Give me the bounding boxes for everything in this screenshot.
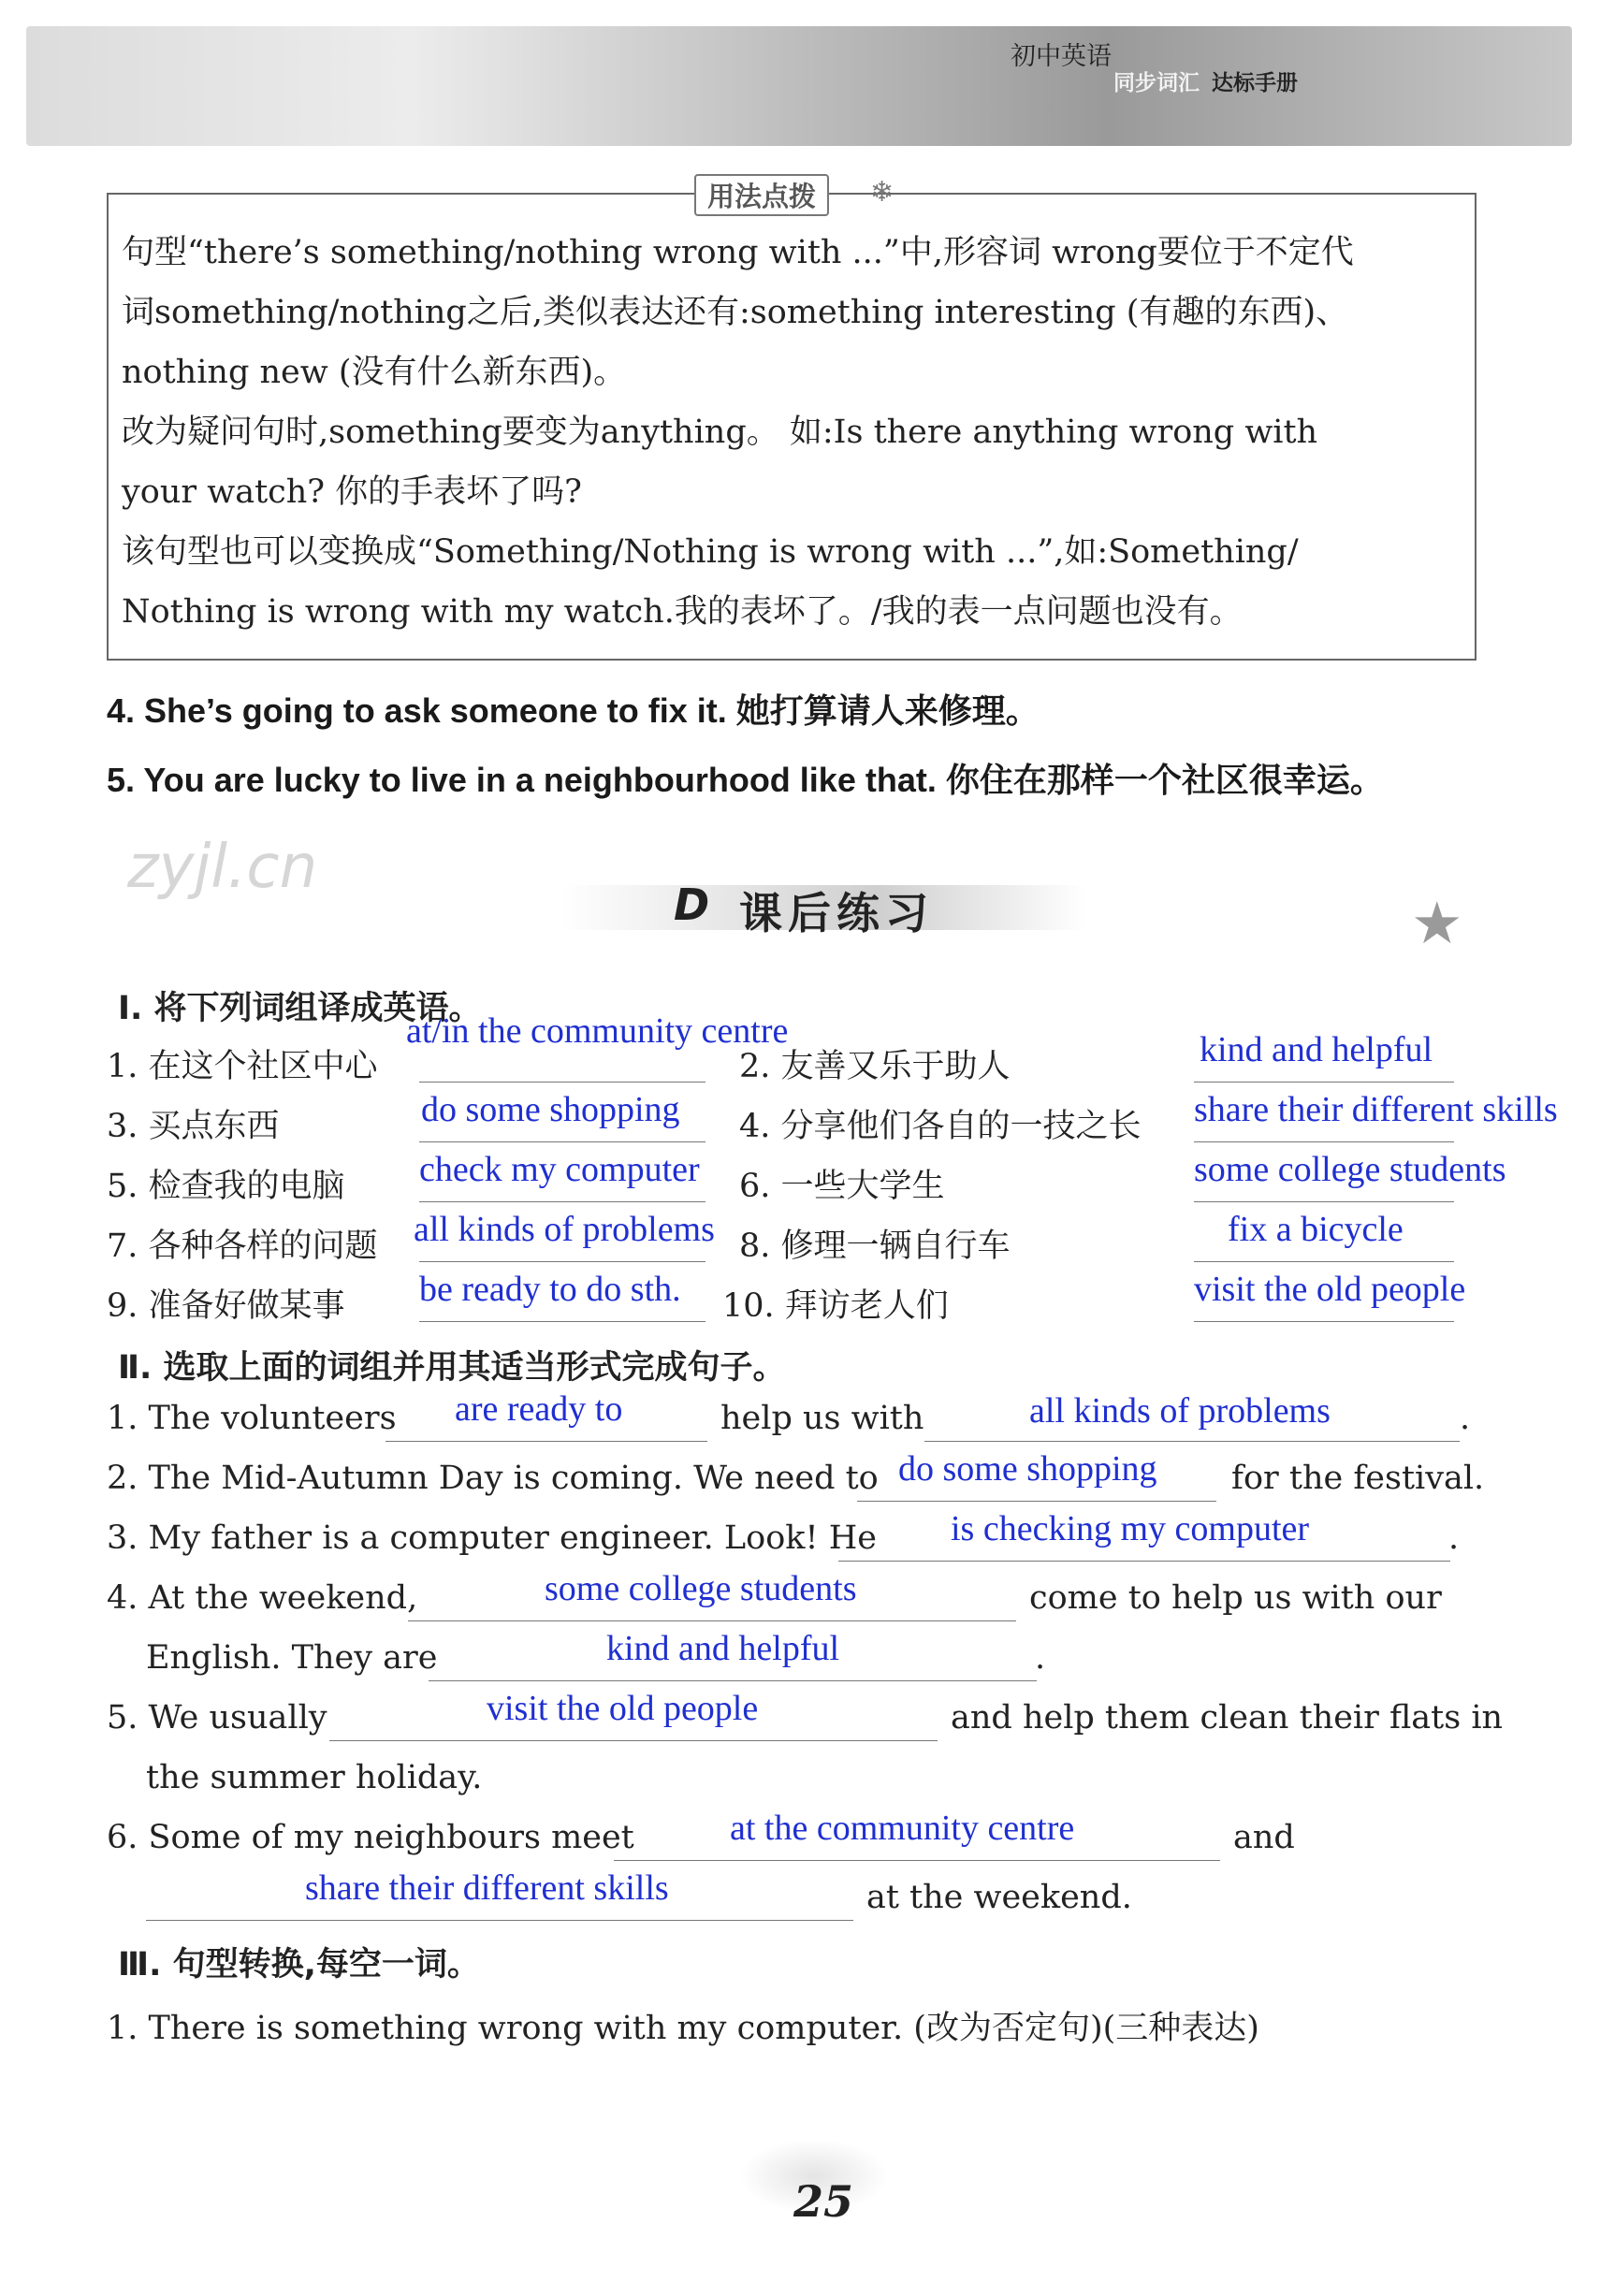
- part2-text: .: [1460, 1400, 1471, 1437]
- answer-blank[interactable]: [1194, 1141, 1454, 1142]
- part2-text: 2. The Mid-Autumn Day is coming. We need to: [107, 1460, 879, 1497]
- answer-blank[interactable]: [408, 1620, 1016, 1621]
- tip-line: 该句型也可以变换成“Something/Nothing is wrong with ...”,如:Something/: [122, 533, 1299, 571]
- answer-blank[interactable]: [419, 1141, 705, 1142]
- part2-text: and help them clean their flats in: [951, 1699, 1504, 1737]
- part2-answer: all kinds of problems: [1029, 1391, 1331, 1431]
- part2-answer: at the community centre: [730, 1809, 1075, 1848]
- part2-text: 6. Some of my neighbours meet: [107, 1819, 634, 1856]
- answer-blank[interactable]: [1194, 1082, 1454, 1083]
- part2-text: English. They are: [146, 1639, 438, 1677]
- part1-question: 8. 修理一辆自行车: [739, 1228, 1011, 1265]
- part2-text: .: [1035, 1639, 1046, 1677]
- part1-answer: some college students: [1194, 1150, 1506, 1189]
- part2-answer: do some shopping: [898, 1449, 1157, 1489]
- part2-text: for the festival.: [1231, 1460, 1485, 1497]
- watermark: zyjl.cn: [127, 833, 318, 902]
- tip-line: your watch? 你的手表坏了吗?: [122, 473, 582, 511]
- part2-answer: some college students: [545, 1569, 857, 1608]
- part2-text: the summer holiday.: [146, 1759, 483, 1796]
- section-title-letter: D: [674, 879, 716, 930]
- part2-text: .: [1448, 1519, 1460, 1557]
- answer-blank[interactable]: [385, 1441, 707, 1442]
- part1-question: 4. 分享他们各自的一技之长: [739, 1108, 1142, 1145]
- part2-answer: is checking my computer: [951, 1509, 1310, 1548]
- part1-answer: check my computer: [419, 1150, 700, 1189]
- key-sentence: 4. She’s going to ask someone to fix it. 她打算请人来修理。: [107, 691, 1040, 730]
- answer-blank[interactable]: [419, 1321, 705, 1322]
- part1-question: 9. 准备好做某事: [107, 1287, 345, 1325]
- star-icon: ★: [1411, 889, 1463, 957]
- tip-line: 改为疑问句时,something要变为anything。 如:Is there anything wrong with: [122, 414, 1318, 451]
- header-banner: [26, 26, 1572, 146]
- tip-line: 句型“there’s something/nothing wrong with ...”中,形容词 wrong要位于不定代: [122, 234, 1354, 271]
- answer-blank[interactable]: [1194, 1201, 1454, 1202]
- part2-text: and: [1233, 1819, 1295, 1856]
- part2-text: 4. At the weekend,: [107, 1579, 418, 1617]
- part1-answer: do some shopping: [421, 1090, 680, 1129]
- tip-line: Nothing is wrong with my watch.我的表坏了。/我的表一点问题也没有。: [122, 593, 1243, 631]
- answer-blank[interactable]: [924, 1441, 1460, 1442]
- part1-question: 1. 在这个社区中心: [107, 1048, 378, 1085]
- tip-line: 词something/nothing之后,类似表达还有:something interesting (有趣的东西)、: [122, 294, 1349, 331]
- part1-answer: share their different skills: [1194, 1090, 1558, 1129]
- part1-answer: at/in the community centre: [406, 1011, 789, 1051]
- answer-blank[interactable]: [329, 1740, 938, 1741]
- answer-blank[interactable]: [1194, 1261, 1454, 1262]
- part1-question: 2. 友善又乐于助人: [739, 1048, 1011, 1085]
- part2-heading: Ⅱ. 选取上面的词组并用其适当形式完成句子。: [118, 1349, 786, 1387]
- part1-answer: visit the old people: [1194, 1270, 1466, 1309]
- answer-blank[interactable]: [857, 1501, 1216, 1502]
- part2-answer: kind and helpful: [606, 1629, 840, 1668]
- part1-question: 10. 拜访老人们: [722, 1287, 949, 1325]
- answer-blank[interactable]: [419, 1261, 705, 1262]
- header-book-suffix: 达标手册: [1212, 71, 1298, 95]
- part1-answer: all kinds of problems: [414, 1210, 715, 1249]
- part2-text: 5. We usually: [107, 1699, 327, 1737]
- part1-question: 6. 一些大学生: [739, 1168, 945, 1205]
- part1-question: 5. 检查我的电脑: [107, 1168, 345, 1205]
- page-number: 25: [793, 2176, 854, 2227]
- part1-heading: Ⅰ. 将下列词组译成英语。: [118, 990, 482, 1027]
- part1-question: 3. 买点东西: [107, 1108, 280, 1145]
- part2-answer: share their different skills: [305, 1868, 669, 1908]
- answer-blank[interactable]: [429, 1680, 1037, 1681]
- part1-answer: be ready to do sth.: [419, 1270, 681, 1309]
- header-book: 同步词汇: [1113, 71, 1200, 95]
- key-sentence: 5. You are lucky to live in a neighbourhood like that. 你住在那样一个社区很幸运。: [107, 761, 1384, 799]
- part2-text: come to help us with our: [1029, 1579, 1442, 1617]
- part1-question: 7. 各种各样的问题: [107, 1228, 378, 1265]
- part2-text: 3. My father is a computer engineer. Look! He: [107, 1519, 877, 1557]
- answer-blank[interactable]: [419, 1082, 705, 1083]
- tip-line: nothing new (没有什么新东西)。: [122, 354, 627, 391]
- part2-text: help us with: [720, 1400, 924, 1437]
- header-subject: 初中英语: [1011, 42, 1112, 71]
- answer-blank[interactable]: [419, 1201, 705, 1202]
- part2-answer: visit the old people: [487, 1689, 759, 1728]
- part3-question: 1. There is something wrong with my computer. (改为否定句)(三种表达): [107, 2010, 1259, 2047]
- answer-blank[interactable]: [838, 1561, 1450, 1562]
- snowflake-icon: ❄: [870, 176, 895, 209]
- usage-tip-title: 用法点拨: [694, 174, 829, 216]
- part1-answer: fix a bicycle: [1228, 1210, 1404, 1249]
- part2-answer: are ready to: [455, 1389, 623, 1429]
- answer-blank[interactable]: [146, 1920, 853, 1921]
- part2-text: at the weekend.: [866, 1879, 1132, 1916]
- part1-answer: kind and helpful: [1200, 1030, 1433, 1069]
- section-title: 课后练习: [739, 888, 934, 938]
- answer-blank[interactable]: [614, 1860, 1220, 1861]
- answer-blank[interactable]: [1194, 1321, 1454, 1322]
- part3-heading: Ⅲ. 句型转换,每空一词。: [118, 1946, 480, 1984]
- part2-text: 1. The volunteers: [107, 1400, 397, 1437]
